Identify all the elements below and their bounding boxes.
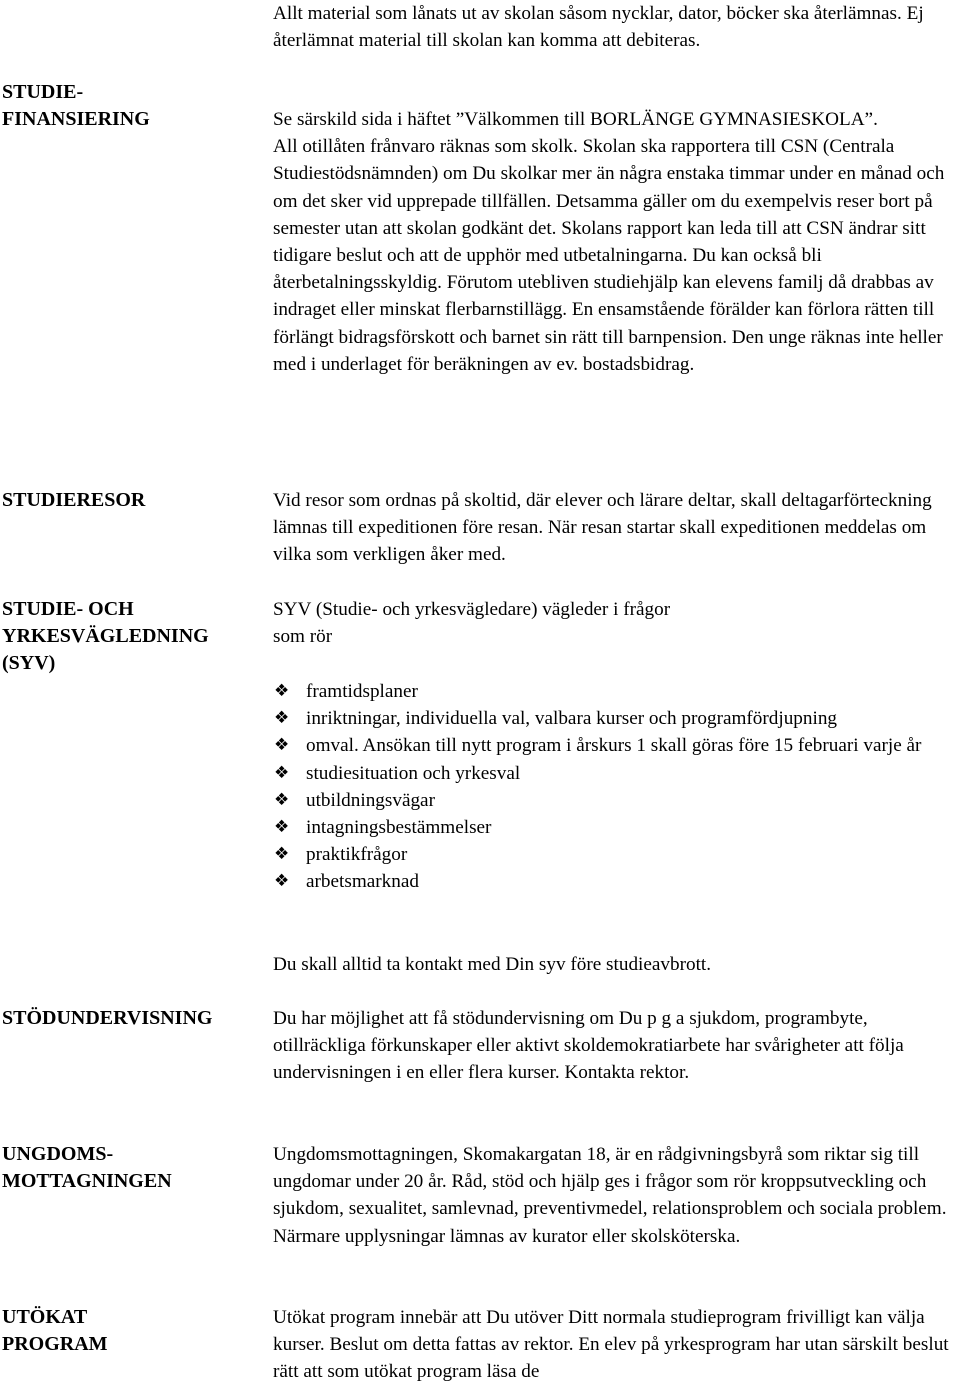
syv-closing: Du skall alltid ta kontakt med Din syv före studieavbrott.	[273, 954, 712, 975]
syv-intro-block	[273, 596, 703, 650]
list-item: ❖ utbildningsvägar	[273, 787, 959, 814]
material-return-paragraph: Allt material som lånats ut av skolan såsom nycklar, dator, böcker ska återlämnas. Ej återlämnat material till skolan kan komma att debiteras.	[273, 3, 924, 52]
list-item: ❖ omval. Ansökan till nytt program i årskurs 1 skall göras före 15 februari varje år	[273, 732, 959, 759]
section-stodundervisning	[273, 1005, 959, 1087]
diamond-bullet-icon: ❖	[274, 871, 290, 892]
syv-intro: SYV (Studie- och yrkesvägledare) vägleder i frågor som rör	[273, 599, 671, 648]
studiefinansiering-paragraph: All otillåten frånvaro räknas som skolk. Skolan ska rapportera till CSN (Centrala Studiestödsnämnden) om Du skolkar mer än några enstaka timmar under en månad och om det sker vid upprepade tillfällen. Detsamma gäller om du exempelvis reser bort på semester utan att skolan godkänt det. Skolans rapport kan leda till att CSN ändrar sitt tidigare beslut och att de upphör med utbetalningarna. Du kan också bli återbetalningsskyldig. Förutom utebliven studiehjälp kan elevens familj då drabbas av indraget eller minskat flerbarnstillägg. En ensamstående förälder kan förlora rätten till förlängt bidragsförskott och barnet sin rätt till barnpension. Den unge räknas inte heller med i underlaget för beräkningen av ev. bostadsbidrag.	[273, 136, 945, 375]
list-item: ❖ framtidsplaner	[273, 678, 959, 705]
syv-bullet-list	[273, 678, 959, 896]
heading-ungdomsmottagningen: UNGDOMS- MOTTAGNINGEN	[2, 1143, 172, 1192]
diamond-bullet-icon: ❖	[274, 844, 290, 865]
utokat-program-paragraph: Utökat program innebär att Du utöver Ditt normala studieprogram frivilligt kan välja kurser. Beslut om detta fattas av rektor. En elev på yrkesprogram har utan särskilt beslut rätt att som utökat program läsa de	[273, 1307, 949, 1383]
studieresor-paragraph: Vid resor som ordnas på skoltid, där elever och lärare deltar, skall deltagarförteckning lämnas till expeditionen före resan. När resan startar skall expeditionen meddelas om vilka som verkligen åker med.	[273, 490, 932, 566]
list-item: ❖ inriktningar, individuella val, valbara kurser och programfördjupning	[273, 705, 959, 732]
section-studiefinansiering	[273, 106, 959, 378]
diamond-bullet-icon: ❖	[274, 708, 290, 729]
list-item: ❖ praktikfrågor	[273, 841, 959, 868]
top-section	[273, 0, 959, 54]
syv-closing-block	[273, 951, 959, 978]
diamond-bullet-icon: ❖	[274, 817, 290, 838]
diamond-bullet-icon: ❖	[274, 762, 290, 783]
heading-stodundervisning: STÖDUNDERVISNING	[2, 1007, 213, 1029]
stodundervisning-paragraph: Du har möjlighet att få stödundervisning om Du p g a sjukdom, programbyte, otillräckliga förkunskaper eller aktivt skoldemokratiarbete har svårigheter att följa undervisningen i en eller flera kurser. Kontakta rektor.	[273, 1008, 904, 1084]
heading-utokat-program: UTÖKAT PROGRAM	[2, 1306, 108, 1355]
list-item: ❖ arbetsmarknad	[273, 868, 959, 895]
section-studieresor	[273, 487, 959, 569]
heading-syv: STUDIE- OCH YRKESVÄGLEDNING (SYV)	[2, 598, 209, 674]
ungdomsmottagningen-paragraph: Ungdomsmottagningen, Skomakargatan 18, är en rådgivningsbyrå som riktar sig till ungdomar under 20 år. Råd, stöd och hjälp ges i frågor som rör kroppsutveckling och sjukdom, sexualitet, samlevnad, preventivmedel, relationsproblem och sociala problem. Närmare upplysningar lämnas av kurator eller skolsköterska.	[273, 1144, 947, 1247]
heading-studieresor: STUDIERESOR	[2, 489, 146, 511]
studiefinansiering-reference: Se särskild sida i häftet ”Välkommen till BORLÄNGE GYMNASIESKOLA”.	[273, 109, 878, 130]
syv-bullet-block	[273, 678, 959, 896]
diamond-bullet-icon: ❖	[274, 735, 290, 756]
list-item: ❖ studiesituation och yrkesval	[273, 760, 959, 787]
list-item: ❖ intagningsbestämmelser	[273, 814, 959, 841]
diamond-bullet-icon: ❖	[274, 681, 290, 701]
section-ungdomsmottagningen	[273, 1141, 959, 1250]
heading-studiefinansiering: STUDIE- FINANSIERING	[2, 81, 150, 130]
diamond-bullet-icon: ❖	[274, 789, 290, 810]
section-utokat-program	[273, 1304, 959, 1386]
